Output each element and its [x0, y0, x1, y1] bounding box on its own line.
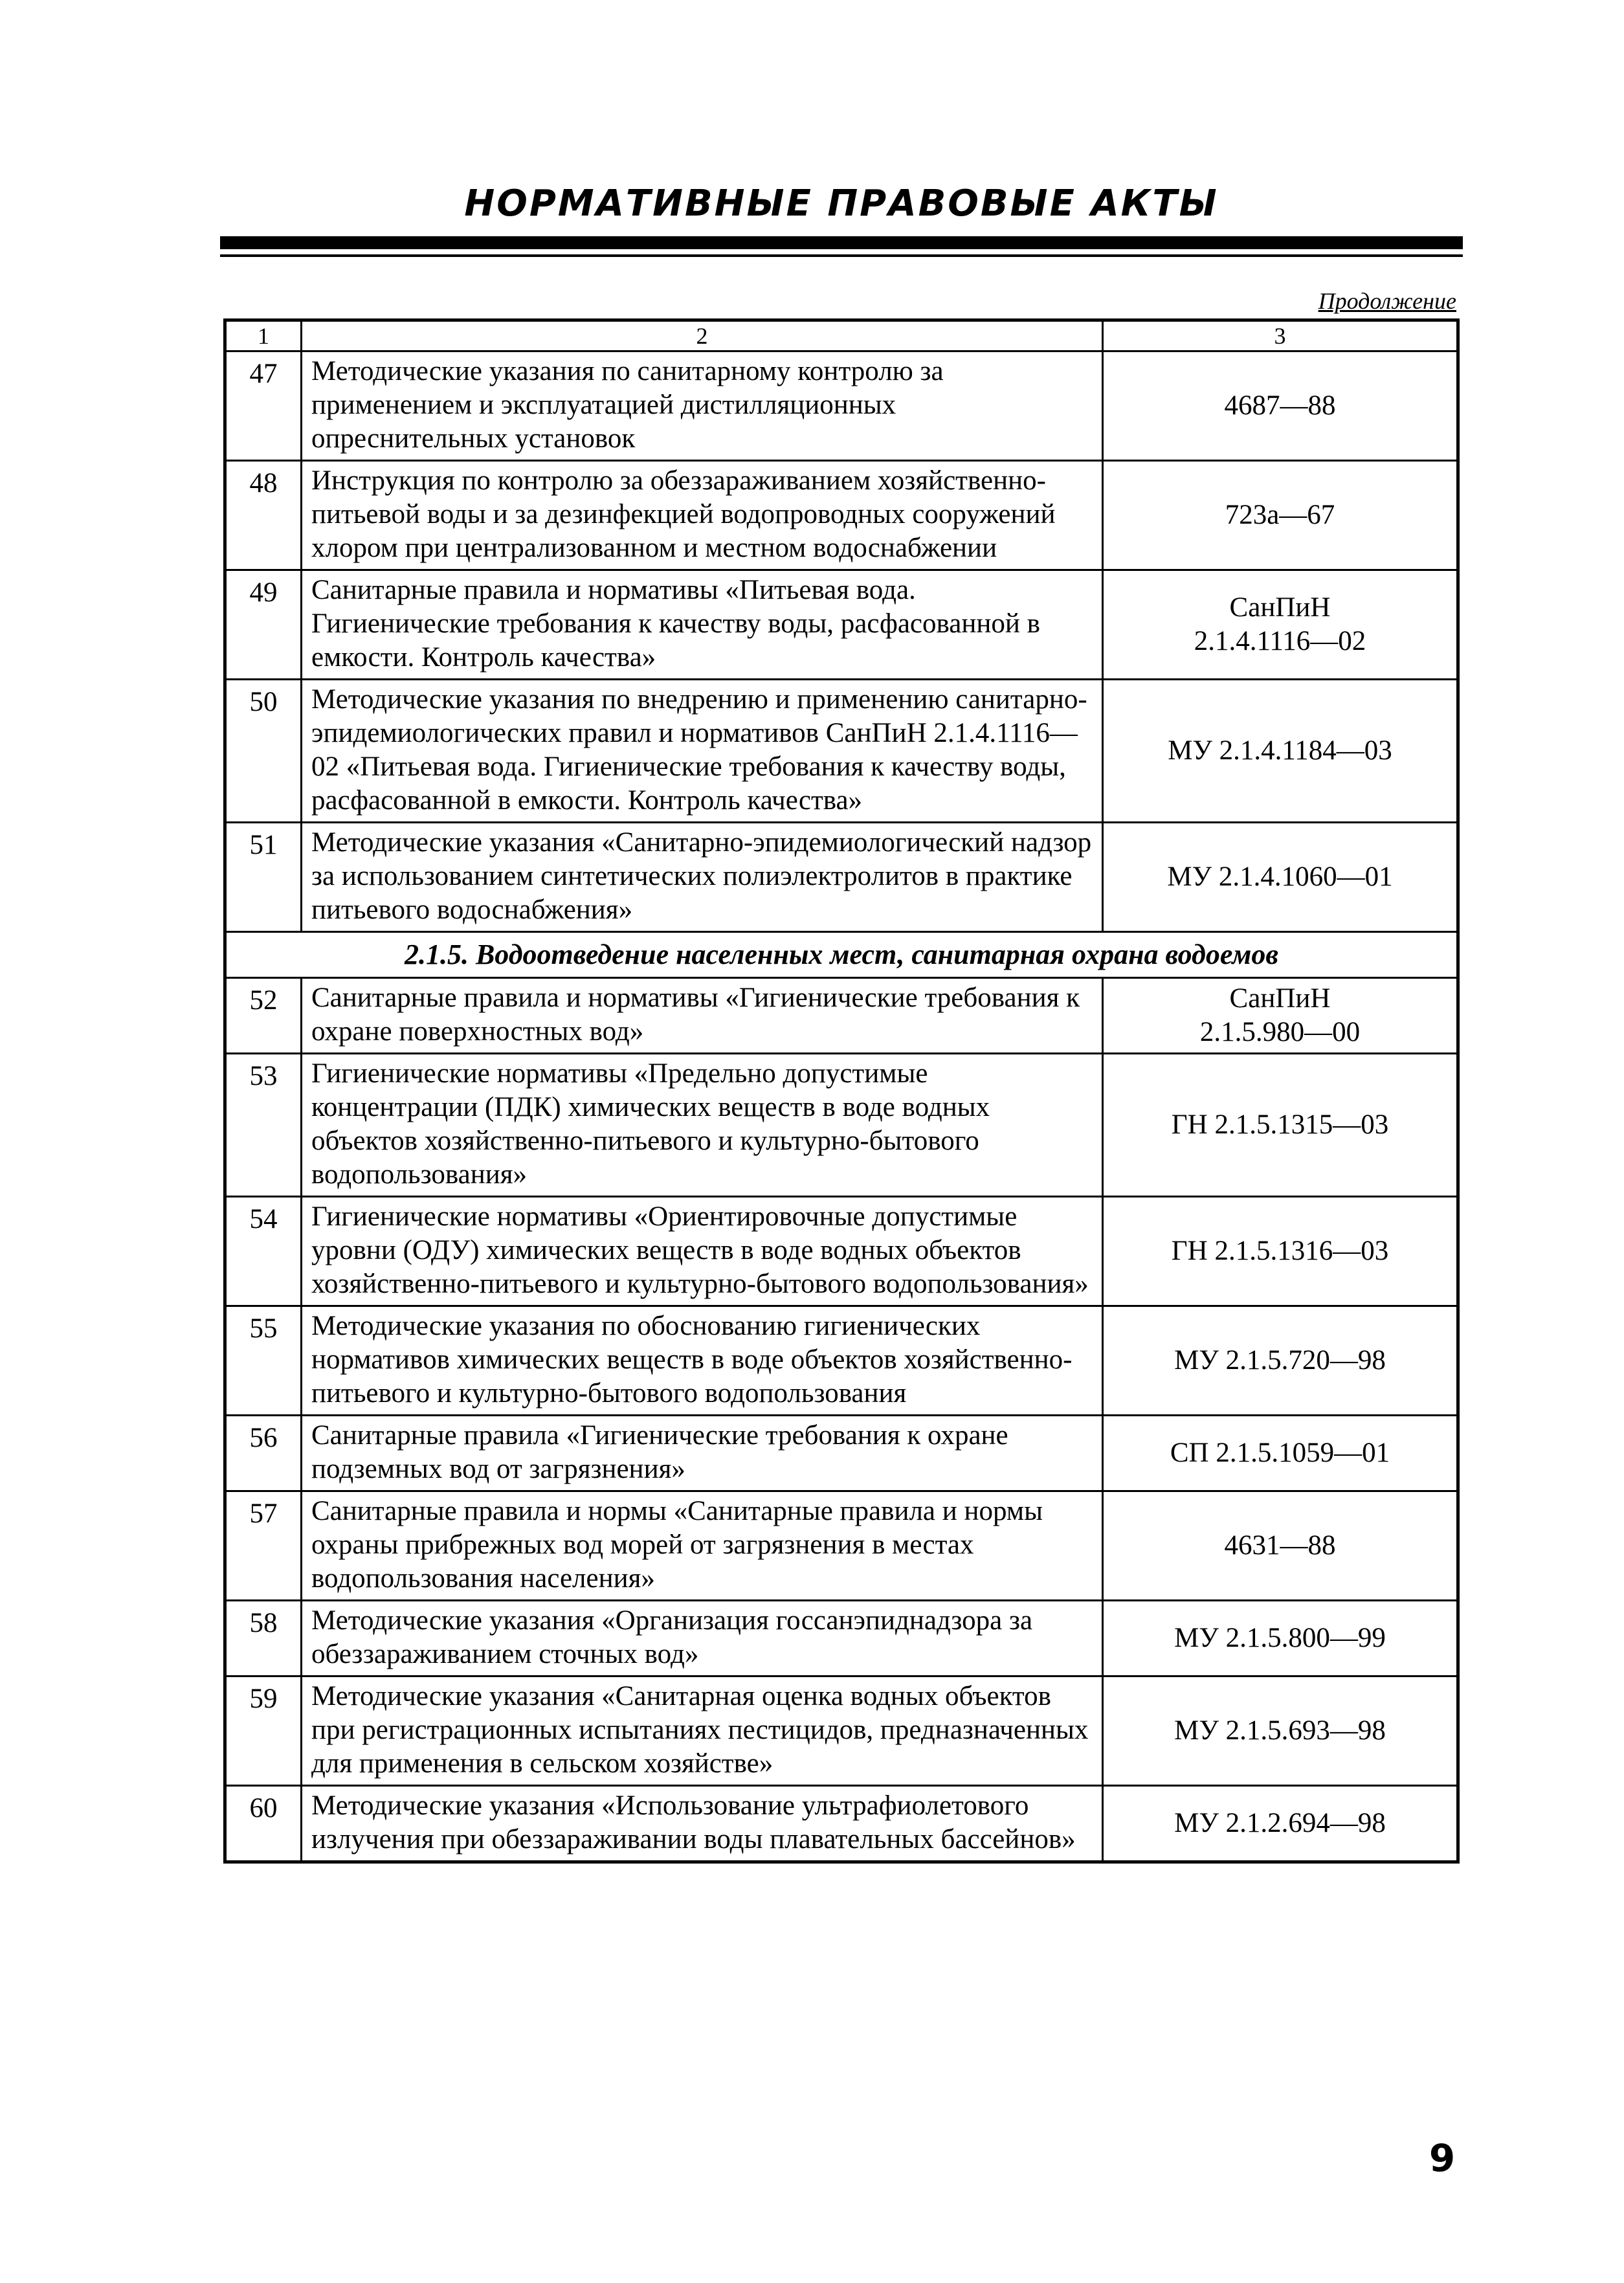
row-number: 54 [225, 1197, 302, 1306]
document-code-line: 2.1.5.980—00 [1199, 1017, 1361, 1047]
table-row [225, 680, 1458, 823]
row-number: 52 [225, 978, 302, 1054]
document-code-line: 4687—88 [1224, 390, 1336, 421]
row-number: 48 [225, 461, 302, 570]
document-code [1103, 1491, 1458, 1601]
table-row [225, 1197, 1458, 1306]
document-code-line: 4631—88 [1224, 1530, 1336, 1561]
table-row [225, 823, 1458, 932]
table-row [225, 1491, 1458, 1601]
document-title: Санитарные правила и нормы «Санитарные правила и нормы охраны прибрежных вод морей от загрязнения в местах водопользования населения» [302, 1491, 1103, 1601]
document-title: Методические указания «Организация госсанэпиднадзора за обеззараживанием сточных вод» [302, 1601, 1103, 1676]
row-number: 59 [225, 1676, 302, 1786]
document-code-line: СанПиН [1229, 983, 1331, 1014]
document-code-line: МУ 2.1.2.694—98 [1174, 1808, 1386, 1838]
row-number: 51 [225, 823, 302, 932]
row-number: 58 [225, 1601, 302, 1676]
document-code [1103, 461, 1458, 570]
table-row [225, 1054, 1458, 1197]
row-number: 53 [225, 1054, 302, 1197]
row-number: 56 [225, 1416, 302, 1491]
row-number: 60 [225, 1786, 302, 1862]
row-number: 50 [225, 680, 302, 823]
document-title: Методические указания по обоснованию гигиенических нормативов химических веществ в воде объектов хозяйственно-питьевого и культурно-бытового водопользования [302, 1306, 1103, 1416]
continuation-label: Продолжение [1318, 288, 1456, 314]
table-row [225, 1676, 1458, 1786]
document-code-line: ГН 2.1.5.1315—03 [1171, 1109, 1389, 1140]
document-code-line: СП 2.1.5.1059—01 [1170, 1438, 1390, 1468]
document-title: Гигиенические нормативы «Предельно допустимые концентрации (ПДК) химических веществ в воде водных объектов хозяйственно-питьевого и культурно-бытового водопользования» [302, 1054, 1103, 1197]
column-number-1: 1 [225, 320, 302, 351]
document-code-line: МУ 2.1.5.693—98 [1174, 1715, 1386, 1746]
table-row [225, 1786, 1458, 1862]
column-number-row [225, 320, 1458, 351]
document-code [1103, 1601, 1458, 1676]
document-code-line: МУ 2.1.4.1060—01 [1167, 862, 1393, 892]
column-number-3: 3 [1103, 320, 1458, 351]
document-code [1103, 1786, 1458, 1862]
document-code-line: СанПиН [1229, 592, 1331, 623]
document-title: Гигиенические нормативы «Ориентировочные допустимые уровни (ОДУ) химических веществ в воде водных объектов хозяйственно-питьевого и культурно-бытового водопользования» [302, 1197, 1103, 1306]
table-body [225, 320, 1458, 1862]
document-code [1103, 1306, 1458, 1416]
section-heading: 2.1.5. Водоотведение населенных мест, санитарная охрана водоемов [225, 932, 1458, 978]
document-title: Методические указания «Санитарно-эпидемиологический надзор за использованием синтетических полиэлектролитов в практике питьевого водоснабжения» [302, 823, 1103, 932]
document-title: Санитарные правила «Гигиенические требования к охране подземных вод от загрязнения» [302, 1416, 1103, 1491]
header-rule-thin [220, 254, 1463, 257]
document-code-line: 2.1.4.1116—02 [1194, 626, 1366, 656]
row-number: 49 [225, 570, 302, 680]
document-code [1103, 823, 1458, 932]
table-row [225, 1416, 1458, 1491]
document-code [1103, 1054, 1458, 1197]
page-header-title: НОРМАТИВНЫЕ ПРАВОВЫЕ АКТЫ [464, 183, 1219, 225]
document-title: Инструкция по контролю за обеззараживанием хозяйственно-питьевой воды и за дезинфекцией водопроводных сооружений хлором при централизованном и местном водоснабжении [302, 461, 1103, 570]
normative-acts-table [223, 318, 1460, 1864]
document-code [1103, 1197, 1458, 1306]
page-number: 9 [1429, 2136, 1456, 2180]
document-title: Методические указания «Санитарная оценка водных объектов при регистрационных испытаниях пестицидов, предназначенных для применения в сельском хозяйстве» [302, 1676, 1103, 1786]
document-title: Методические указания «Использование ультрафиолетового излучения при обеззараживании воды плавательных бассейнов» [302, 1786, 1103, 1862]
document-title: Санитарные правила и нормативы «Гигиенические требования к охране поверхностных вод» [302, 978, 1103, 1054]
document-code [1103, 351, 1458, 461]
table-row [225, 461, 1458, 570]
document-title: Санитарные правила и нормативы «Питьевая вода. Гигиенические требования к качеству воды, расфасованной в емкости. Контроль качества» [302, 570, 1103, 680]
document-code-line: МУ 2.1.5.720—98 [1174, 1345, 1386, 1375]
document-code [1103, 978, 1458, 1054]
row-number: 57 [225, 1491, 302, 1601]
section-heading-row [225, 932, 1458, 978]
document-title: Методические указания по внедрению и применению санитарно-эпидемиологических правил и нормативов СанПиН 2.1.4.1116—02 «Питьевая вода. Гигиенические требования к качеству воды, расфасованной в емкости. Контроль качества» [302, 680, 1103, 823]
table-row [225, 570, 1458, 680]
column-number-2: 2 [302, 320, 1103, 351]
document-code-line: 723а—67 [1225, 500, 1335, 530]
document-code [1103, 680, 1458, 823]
document-code-line: МУ 2.1.5.800—99 [1174, 1623, 1386, 1653]
table-row [225, 1306, 1458, 1416]
row-number: 47 [225, 351, 302, 461]
table-row [225, 978, 1458, 1054]
document-code-line: ГН 2.1.5.1316—03 [1171, 1236, 1389, 1266]
row-number: 55 [225, 1306, 302, 1416]
header-rule-thick [220, 236, 1463, 249]
document-code [1103, 570, 1458, 680]
table-row [225, 351, 1458, 461]
document-title: Методические указания по санитарному контролю за применением и эксплуатацией дистилляционных опреснительных установок [302, 351, 1103, 461]
document-code [1103, 1676, 1458, 1786]
table-row [225, 1601, 1458, 1676]
document-code-line: МУ 2.1.4.1184—03 [1168, 735, 1392, 766]
document-code [1103, 1416, 1458, 1491]
